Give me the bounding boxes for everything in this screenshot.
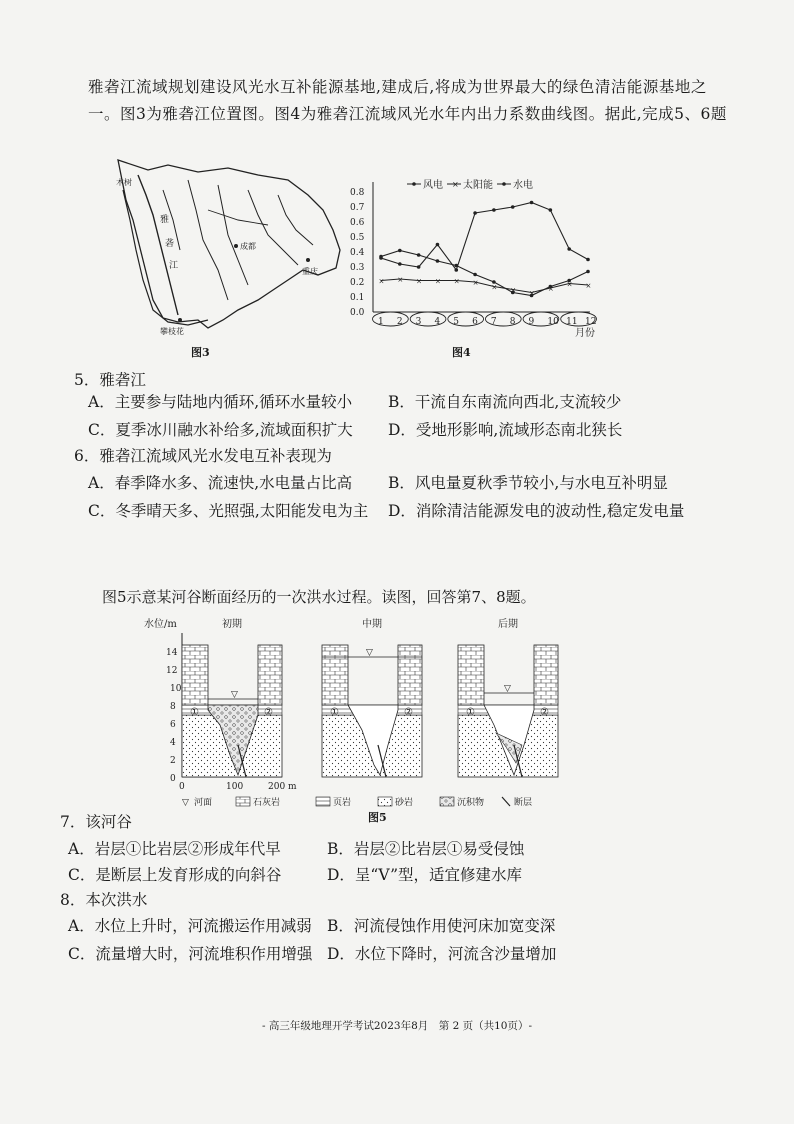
- x-tick-label: 4: [434, 317, 441, 327]
- svg-text:12: 12: [166, 666, 178, 676]
- figure-3-caption: 图3: [191, 346, 210, 359]
- chart-series: [379, 201, 592, 298]
- q5-title: 5．雅砻江: [74, 371, 146, 389]
- figure-4-caption: 图4: [452, 346, 471, 359]
- page-footer: - 高三年级地理开学考试2023年8月 第 2 页（共10页）-: [261, 1020, 533, 1032]
- legend-solar: 太阳能: [463, 180, 493, 191]
- series-point: ×: [510, 286, 517, 295]
- y-tick-label: 0.8: [350, 188, 365, 198]
- series-point: ×: [547, 285, 554, 293]
- series-point: [398, 262, 402, 266]
- series-point: ×: [529, 289, 535, 298]
- x-tick-label: 2: [396, 317, 403, 327]
- legend-fault: 断层: [514, 798, 533, 808]
- q7-option-a[interactable]: A．岩层①比岩层②形成年代早: [68, 840, 281, 858]
- rock-1-late: ①: [466, 707, 475, 718]
- q8-option-b[interactable]: B．河流侵蚀作用使河床加宽变深: [327, 917, 556, 935]
- y-tick-label: 0.3: [350, 263, 365, 273]
- x-tick-label: 8: [509, 317, 516, 327]
- figure-5-caption: 图5: [368, 811, 387, 824]
- series-point: [586, 258, 590, 262]
- figure-5-legend: [182, 796, 532, 808]
- y-tick-label: 0.4: [350, 248, 365, 258]
- y-tick-label: 0.7: [350, 203, 365, 213]
- q5-option-b[interactable]: B．干流自东南流向西北,支流较少: [388, 393, 622, 411]
- legend-water: 河面: [194, 798, 213, 808]
- rock-2-early: ②: [264, 707, 273, 718]
- intro-paragraph-5-6: 雅砻江流域规划建设风光水互补能源基地,建成后,将成为世界最大的绿色清洁能源基地之一。图3为雅砻江位置图。图4为雅砻江流域风光水年内出力系数曲线图。据此,完成5、6题: [88, 78, 727, 123]
- svg-text:▽: ▽: [182, 798, 189, 808]
- q7-option-c[interactable]: C．是断层上发育形成的向斜谷: [68, 866, 282, 884]
- svg-text:200 m: 200 m: [268, 782, 297, 792]
- series-point: [586, 270, 590, 274]
- series-line-2: [381, 203, 588, 271]
- y-axis-label: 水位/m: [144, 619, 177, 630]
- legend-wind: 风电: [423, 180, 443, 191]
- series-point: [436, 259, 440, 263]
- svg-text:8: 8: [170, 702, 176, 712]
- q6-title: 6．雅砻江流域风光水发电互补表现为: [74, 447, 332, 465]
- y-tick-label: 0.2: [350, 278, 365, 288]
- svg-text:×: ×: [452, 180, 459, 189]
- label-chengdu: 成都: [240, 242, 256, 251]
- legend-shale: 页岩: [333, 798, 352, 808]
- svg-text:2: 2: [170, 756, 176, 766]
- series-line-0: [378, 251, 588, 296]
- label-ya: 雅: [160, 215, 170, 225]
- q6-option-b[interactable]: B．风电量夏秋季节较小,与水电互补明显: [388, 474, 668, 492]
- series-point: [417, 253, 421, 257]
- x-tick-label: 12: [585, 317, 597, 327]
- svg-text:▽: ▽: [366, 648, 373, 658]
- rock-1-early: ①: [190, 707, 199, 718]
- q8-title: 8．本次洪水: [60, 891, 148, 909]
- x-tick-label: 3: [415, 317, 422, 327]
- svg-text:10: 10: [170, 684, 182, 694]
- series-point: [436, 243, 440, 247]
- q6-option-c[interactable]: C．冬季晴天多、光照强,太阳能发电为主: [88, 502, 369, 520]
- panzhihua-dot: [178, 318, 182, 322]
- series-point: ×: [491, 283, 498, 292]
- y-tick-label: 0.0: [350, 308, 365, 318]
- series-point: ×: [472, 279, 479, 287]
- series-point: [417, 265, 421, 269]
- q7-option-b[interactable]: B．岩层②比岩层①易受侵蚀: [327, 840, 525, 858]
- x-unit-label: 月份: [575, 328, 595, 339]
- series-point: [549, 208, 553, 212]
- series-point: [454, 268, 458, 272]
- x-tick-label: 1: [378, 317, 384, 327]
- svg-text:▽: ▽: [231, 690, 238, 700]
- series-point: ×: [566, 280, 573, 289]
- x-tick-labels: [373, 312, 597, 327]
- q8-option-d[interactable]: D．水位下降时，河流含沙量增加: [327, 945, 557, 963]
- stage-early: 初期: [222, 619, 242, 630]
- chart-axes: [373, 182, 590, 312]
- series-point: ×: [453, 277, 460, 286]
- tributary-3: [248, 190, 298, 265]
- panel-early: [182, 617, 282, 777]
- label-chongqing: 重庆: [302, 267, 318, 276]
- tributary-1: [188, 180, 228, 300]
- chongqing-dot: [306, 258, 310, 262]
- q6-option-a[interactable]: A．春季降水多、流速快,水电量占比高: [88, 474, 353, 492]
- series-point: ×: [585, 282, 592, 290]
- legend-limestone: 石灰岩: [253, 798, 281, 808]
- series-point: ×: [434, 277, 441, 286]
- q8-option-c[interactable]: C．流量增大时，河流堆积作用增强: [68, 945, 313, 963]
- svg-text:14: 14: [166, 648, 178, 658]
- figure-3-map: [108, 150, 348, 345]
- stage-middle: 中期: [362, 619, 382, 630]
- series-point: [398, 249, 402, 253]
- svg-text:100: 100: [226, 782, 244, 792]
- svg-text:0: 0: [170, 774, 176, 784]
- svg-text:4: 4: [170, 738, 176, 748]
- series-point: [473, 273, 477, 277]
- panel-late: [458, 617, 558, 777]
- label-muli: 木树: [116, 178, 132, 187]
- x-tick-label: 11: [566, 317, 578, 327]
- panel-middle: [322, 617, 422, 777]
- sichuan-outline: [118, 160, 340, 328]
- q7-title: 7．该河谷: [60, 813, 132, 831]
- y-tick-label: 0.1: [350, 293, 365, 303]
- x-tick-label: 9: [528, 317, 535, 327]
- x-tick-label: 5: [453, 317, 460, 327]
- tributary-4: [278, 195, 313, 245]
- series-point: ×: [378, 277, 385, 286]
- series-point: [567, 247, 571, 251]
- y-ticks: [166, 648, 182, 784]
- x-tick-label: 6: [472, 317, 478, 327]
- q5-option-a[interactable]: A．主要参与陆地内循环,循环水量较小: [88, 393, 353, 411]
- figure-5-diagram: [140, 615, 600, 810]
- y-tick-label: 0.6: [350, 218, 365, 228]
- y-tick-labels: [350, 188, 365, 318]
- label-panzhihua: 攀枝花: [160, 327, 184, 336]
- rock-2-late: ②: [540, 707, 549, 718]
- q5-option-d[interactable]: D．受地形影响,流域形态南北狭长: [388, 421, 623, 439]
- q6-option-d[interactable]: D．消除清洁能源发电的波动性,稳定发电量: [388, 502, 685, 520]
- rock-1-middle: ①: [330, 707, 339, 718]
- tributary-2: [218, 185, 248, 285]
- q5-option-c[interactable]: C．夏季冰川融水补给多,流域面积扩大: [88, 421, 353, 439]
- chart-legend: [407, 178, 533, 191]
- legend-hydro: 水电: [513, 180, 533, 191]
- series-point: [379, 256, 383, 260]
- x-ticks: [179, 782, 297, 792]
- x-tick-label: 10: [547, 317, 559, 327]
- label-long: 砻: [165, 239, 175, 249]
- q8-option-a[interactable]: A．水位上升时，河流搬运作用减弱: [68, 917, 312, 935]
- label-jiang: 江: [169, 261, 179, 271]
- intro-paragraph-7-8: 图5示意某河谷断面经历的一次洪水过程。读图，回答第7、8题。: [102, 588, 536, 606]
- legend-sandstone: 砂岩: [395, 798, 414, 808]
- stage-late: 后期: [498, 619, 518, 630]
- series-point: [473, 211, 477, 215]
- svg-text:▽: ▽: [504, 684, 511, 694]
- svg-text:0: 0: [179, 782, 185, 792]
- q7-option-d[interactable]: D．呈“V”型，适宜修建水库: [327, 866, 523, 884]
- legend-sediment: 沉积物: [457, 798, 485, 808]
- series-point: ×: [416, 277, 423, 286]
- figure-4-chart: [345, 172, 605, 342]
- rock-2-middle: ②: [404, 707, 413, 718]
- y-tick-label: 0.5: [350, 233, 365, 243]
- jinsha-river: [123, 190, 208, 325]
- x-tick-label: 7: [490, 317, 497, 327]
- series-point: [511, 205, 515, 209]
- svg-text:6: 6: [170, 720, 176, 730]
- series-point: ×: [397, 276, 404, 284]
- series-point: [530, 201, 534, 205]
- series-point: [492, 208, 496, 212]
- chengdu-dot: [234, 244, 238, 248]
- series-line-1: [378, 277, 588, 293]
